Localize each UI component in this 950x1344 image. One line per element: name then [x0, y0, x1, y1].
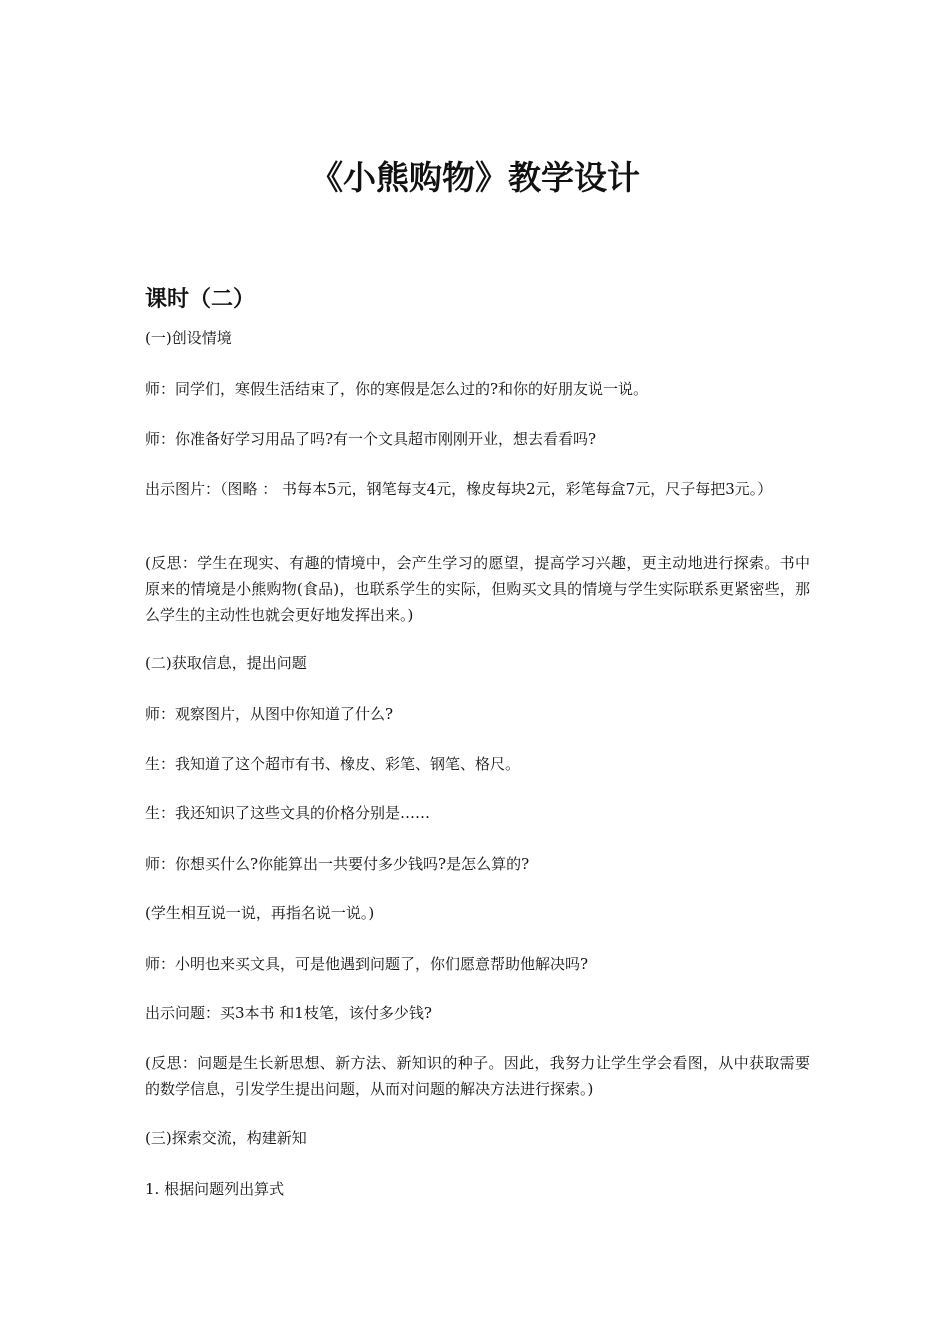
paragraph-student-items: 生：我知道了这个超市有书、橡皮、彩笔、钢笔、格尺。 [145, 755, 521, 773]
document-title: 《小熊购物》教学设计 [310, 158, 640, 197]
paragraph-show-picture: 出示图片：（图略 ： 书每本5元，钢笔每支4元，橡皮每块2元，彩笔每盒7元，尺子每把3元。） [145, 480, 773, 498]
paragraph-list-equation: 1. 根据问题列出算式 [145, 1180, 285, 1198]
paragraph-teacher-xiaoming: 师：小明也来买文具，可是他遇到问题了，你们愿意帮助他解决吗? [145, 955, 589, 973]
paragraph-step-3-heading: (三)探索交流，构建新知 [145, 1129, 307, 1147]
paragraph-teacher-buy: 师：你想买什么?你能算出一共要付多少钱吗?是怎么算的? [145, 855, 530, 873]
section-heading: 课时（二） [145, 287, 256, 312]
paragraph-students-discuss: (学生相互说一说，再指名说一说。) [145, 904, 375, 922]
paragraph-student-prices: 生：我还知识了这些文具的价格分别是…… [145, 804, 431, 822]
paragraph-reflection-1: (反思：学生在现实、有趣的情境中，会产生学习的愿望，提高学习兴趣，更主动地进行探索。书中原来的情境是小熊购物(食品)，也联系学生的实际，但购买文具的情境与学生实际联系更紧密些，那么学生的主动性也就会更好地发挥出来。) [145, 554, 810, 624]
paragraph-step-1-heading: (一)创设情境 [145, 329, 232, 347]
paragraph-teacher-winter-break: 师：同学们，寒假生活结束了，你的寒假是怎么过的?和你的好朋友说一说。 [145, 380, 649, 398]
paragraph-teacher-supplies: 师：你准备好学习用品了吗?有一个文具超市刚刚开业，想去看看吗? [145, 430, 597, 448]
paragraph-step-2-heading: (二)获取信息，提出问题 [145, 654, 307, 672]
paragraph-teacher-observe: 师：观察图片，从图中你知道了什么? [145, 705, 394, 723]
paragraph-show-problem: 出示问题：买3本书 和1枝笔，该付多少钱? [145, 1004, 432, 1022]
paragraph-reflection-2: (反思：问题是生长新思想、新方法、新知识的种子。因此，我努力让学生学会看图，从中获取需要的数学信息，引发学生提出问题，从而对问题的解决方法进行探索。) [145, 1054, 810, 1098]
